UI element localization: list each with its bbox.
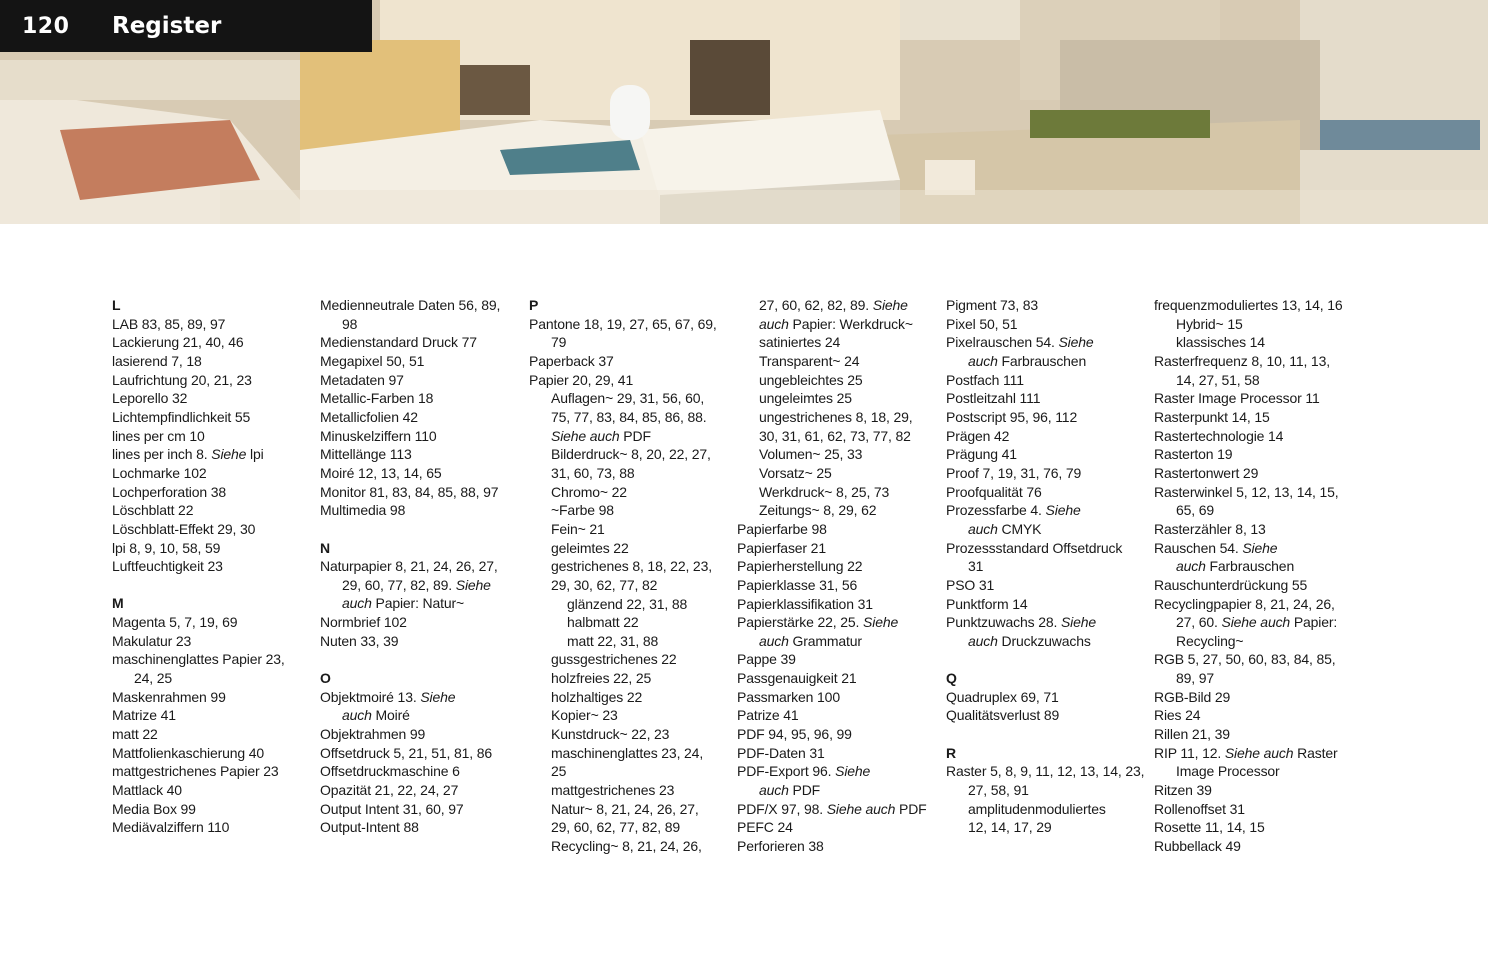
index-entry: Rastertonwert 29 bbox=[1154, 464, 1259, 481]
index-column-2 bbox=[320, 296, 525, 837]
index-entry: Recycling~ bbox=[1176, 632, 1244, 649]
index-entry: Maskenrahmen 99 bbox=[112, 688, 226, 705]
index-column-4 bbox=[737, 296, 942, 856]
index-entry: Rasterfrequenz 8, 10, 11, 13, bbox=[1154, 352, 1330, 369]
index-entry: 65, 69 bbox=[1176, 502, 1215, 519]
index-entry: matt 22 bbox=[112, 726, 158, 743]
index-entry: RGB 5, 27, 50, 60, 83, 84, 85, bbox=[1154, 651, 1336, 668]
index-entry: geleimtes 22 bbox=[551, 539, 629, 556]
index-entry: Papierstärke 22, 25. Siehe bbox=[737, 614, 899, 631]
index-entry: auch PDF bbox=[759, 782, 821, 799]
index-entry: Rasterton 19 bbox=[1154, 446, 1233, 463]
index-entry: 24, 25 bbox=[134, 670, 173, 687]
index-entry: Raster Image Processor 11 bbox=[1154, 390, 1320, 407]
index-entry: Auflagen~ 29, 31, 56, 60, bbox=[551, 390, 705, 407]
index-entry: Patrize 41 bbox=[737, 707, 799, 724]
index-entry: Moiré 12, 13, 14, 65 bbox=[320, 464, 442, 481]
index-entry: ~Farbe 98 bbox=[551, 502, 614, 519]
index-entry: Papierfarbe 98 bbox=[737, 520, 827, 537]
index-entry: 27, 58, 91 bbox=[968, 782, 1029, 799]
index-entry: auch Druckzuwachs bbox=[968, 632, 1091, 649]
index-entry: Media Box 99 bbox=[112, 800, 196, 817]
index-entry: PDF 94, 95, 96, 99 bbox=[737, 726, 852, 743]
index-entry: Passmarken 100 bbox=[737, 688, 840, 705]
index-entry: PSO 31 bbox=[946, 576, 995, 593]
index-entry: glänzend 22, 31, 88 bbox=[567, 595, 688, 612]
index-entry: mattgestrichenes 23 bbox=[551, 782, 675, 799]
index-entry: 12, 14, 17, 29 bbox=[968, 819, 1052, 836]
index-entry: 29, 60, 77, 82, 89. Siehe bbox=[342, 576, 491, 593]
index-entry: Output Intent 31, 60, 97 bbox=[320, 800, 464, 817]
index-entry: Mattfolienkaschierung 40 bbox=[112, 744, 265, 761]
index-entry: Proofqualität 76 bbox=[946, 483, 1042, 500]
index-entry: Monitor 81, 83, 84, 85, 88, 97 bbox=[320, 483, 499, 500]
index-entry: Papierklassifikation 31 bbox=[737, 595, 873, 612]
index-entry: Ritzen 39 bbox=[1154, 782, 1212, 799]
index-entry: 31 bbox=[968, 558, 984, 575]
index-entry: Proof 7, 19, 31, 76, 79 bbox=[946, 464, 1082, 481]
index-entry: Medienneutrale Daten 56, 89, bbox=[320, 297, 501, 313]
index-entry: Prozessfarbe 4. Siehe bbox=[946, 502, 1081, 519]
index-entry: Rauschunterdrückung 55 bbox=[1154, 576, 1308, 593]
index-entry: Leporello 32 bbox=[112, 390, 188, 407]
index-entry: Output-Intent 88 bbox=[320, 819, 419, 836]
index-entry: Bilderdruck~ 8, 20, 22, 27, bbox=[551, 446, 711, 463]
index-entry: Laufrichtung 20, 21, 23 bbox=[112, 371, 252, 388]
index-letter-heading: R bbox=[946, 744, 956, 761]
index-entry: 29, 60, 62, 77, 82, 89 bbox=[551, 819, 681, 836]
index-entry: Rosette 11, 14, 15 bbox=[1154, 819, 1265, 836]
index-entry: Recyclingpapier 8, 21, 24, 26, bbox=[1154, 595, 1335, 612]
index-entry: Chromo~ 22 bbox=[551, 483, 627, 500]
index-entry: Vorsatz~ 25 bbox=[759, 464, 832, 481]
index-letter-heading: O bbox=[320, 670, 331, 687]
index-entry: lines per cm 10 bbox=[112, 427, 205, 444]
index-entry: gestrichenes 8, 18, 22, 23, bbox=[551, 558, 712, 575]
index-entry: 75, 77, 83, 84, 85, 86, 88. bbox=[551, 408, 707, 425]
index-entry: Pantone 18, 19, 27, 65, 67, 69, bbox=[529, 315, 717, 332]
index-entry: Pigment 73, 83 bbox=[946, 297, 1039, 313]
index-entry: Rauschen 54. Siehe bbox=[1154, 539, 1278, 556]
index-entry: RGB-Bild 29 bbox=[1154, 688, 1231, 705]
index-entry: Qualitätsverlust 89 bbox=[946, 707, 1060, 724]
index-entry: auch Moiré bbox=[342, 707, 410, 724]
index-entry: Minuskelziffern 110 bbox=[320, 427, 437, 444]
index-entry: Hybrid~ 15 bbox=[1176, 315, 1243, 332]
index-entry: Matrize 41 bbox=[112, 707, 176, 724]
index-entry: PDF-Daten 31 bbox=[737, 744, 825, 761]
index-entry: Rubbellack 49 bbox=[1154, 838, 1241, 855]
index-entry: Löschblatt-Effekt 29, 30 bbox=[112, 520, 256, 537]
index-entry: Offsetdruckmaschine 6 bbox=[320, 763, 460, 780]
index-entry: Volumen~ 25, 33 bbox=[759, 446, 863, 463]
index-entry: frequenzmoduliertes 13, 14, 16 bbox=[1154, 297, 1343, 313]
index-entry: Papierherstellung 22 bbox=[737, 558, 863, 575]
index-entry: Kunstdruck~ 22, 23 bbox=[551, 726, 670, 743]
index-entry: auch Farbrauschen bbox=[968, 352, 1087, 369]
index-letter-heading: L bbox=[112, 297, 121, 313]
index-entry: Rasterzähler 8, 13 bbox=[1154, 520, 1266, 537]
index-entry: Rastertechnologie 14 bbox=[1154, 427, 1284, 444]
index-entry: Naturpapier 8, 21, 24, 26, 27, bbox=[320, 558, 498, 575]
index-entry: matt 22, 31, 88 bbox=[567, 632, 659, 649]
index-spacer bbox=[946, 725, 1151, 744]
index-entry: Papier 20, 29, 41 bbox=[529, 371, 634, 388]
index-entry: PDF/X 97, 98. Siehe auch PDF bbox=[737, 800, 927, 817]
index-entry: holzfreies 22, 25 bbox=[551, 670, 652, 687]
index-entry: 98 bbox=[342, 315, 358, 332]
index-entry: Mediävalziffern 110 bbox=[112, 819, 230, 836]
index-entry: RIP 11, 12. Siehe auch Raster bbox=[1154, 744, 1338, 761]
index-letter-heading: N bbox=[320, 539, 330, 556]
index-entry: 25 bbox=[551, 763, 567, 780]
index-entry: Mattlack 40 bbox=[112, 782, 182, 799]
index-letter-heading: M bbox=[112, 595, 124, 612]
index-entry: 14, 27, 51, 58 bbox=[1176, 371, 1260, 388]
index-entry: Postscript 95, 96, 112 bbox=[946, 408, 1078, 425]
page-number: 120 bbox=[22, 13, 70, 39]
index-entry: holzhaltiges 22 bbox=[551, 688, 643, 705]
index-entry: auch Grammatur bbox=[759, 632, 862, 649]
index-spacer bbox=[112, 576, 317, 595]
index-entry: Ries 24 bbox=[1154, 707, 1201, 724]
index-entry: Pixelrauschen 54. Siehe bbox=[946, 334, 1094, 351]
index-entry: Postleitzahl 111 bbox=[946, 390, 1041, 407]
index-entry: Perforieren 38 bbox=[737, 838, 824, 855]
index-entry: Papierklasse 31, 56 bbox=[737, 576, 858, 593]
index-entry: maschinenglattes Papier 23, bbox=[112, 651, 285, 668]
index-entry: auch CMYK bbox=[968, 520, 1042, 537]
index-entry: Lichtempfindlichkeit 55 bbox=[112, 408, 251, 425]
index-entry: Punktform 14 bbox=[946, 595, 1028, 612]
index-entry: Papierfaser 21 bbox=[737, 539, 826, 556]
section-title: Register bbox=[112, 13, 222, 39]
index-entry: 89, 97 bbox=[1176, 670, 1215, 687]
index-entry: Pappe 39 bbox=[737, 651, 796, 668]
index-entry: Werkdruck~ 8, 25, 73 bbox=[759, 483, 890, 500]
index-entry: Magenta 5, 7, 19, 69 bbox=[112, 614, 238, 631]
index-entry: klassisches 14 bbox=[1176, 334, 1265, 351]
index-entry: lasierend 7, 18 bbox=[112, 352, 202, 369]
index-entry: lines per inch 8. Siehe lpi bbox=[112, 446, 264, 463]
index-entry: PEFC 24 bbox=[737, 819, 793, 836]
index-entry: Rillen 21, 39 bbox=[1154, 726, 1230, 743]
index-entry: maschinenglattes 23, 24, bbox=[551, 744, 704, 761]
index-entry: Lochperforation 38 bbox=[112, 483, 227, 500]
index-entry: Punktzuwachs 28. Siehe bbox=[946, 614, 1097, 631]
header-bar bbox=[0, 0, 372, 52]
index-entry: Postfach 111 bbox=[946, 371, 1024, 388]
index-entry: Offsetdruck 5, 21, 51, 81, 86 bbox=[320, 744, 493, 761]
index-entry: Natur~ 8, 21, 24, 26, 27, bbox=[551, 800, 699, 817]
index-entry: Zeitungs~ 8, 29, 62 bbox=[759, 502, 877, 519]
index-entry: Raster 5, 8, 9, 11, 12, 13, 14, 23, bbox=[946, 763, 1145, 780]
index-entry: Lackierung 21, 40, 46 bbox=[112, 334, 244, 351]
index-entry: auch Papier: Natur~ bbox=[342, 595, 465, 612]
index-entry: 30, 31, 61, 62, 73, 77, 82 bbox=[759, 427, 911, 444]
index-entry: Rasterwinkel 5, 12, 13, 14, 15, bbox=[1154, 483, 1339, 500]
index-entry: PDF-Export 96. Siehe bbox=[737, 763, 871, 780]
index-entry: amplitudenmoduliertes bbox=[968, 800, 1106, 817]
index-entry: ungestrichenes 8, 18, 29, bbox=[759, 408, 913, 425]
index-column-5 bbox=[946, 296, 1151, 837]
index-entry: gussgestrichenes 22 bbox=[551, 651, 677, 668]
index-entry: ungebleichtes 25 bbox=[759, 371, 863, 388]
index-entry: lpi 8, 9, 10, 58, 59 bbox=[112, 539, 221, 556]
index-spacer bbox=[320, 520, 525, 539]
index-letter-heading: P bbox=[529, 297, 539, 313]
index-entry: satiniertes 24 bbox=[759, 334, 841, 351]
index-entry: 79 bbox=[551, 334, 567, 351]
index-entry: Metallic-Farben 18 bbox=[320, 390, 434, 407]
index-entry: Multimedia 98 bbox=[320, 502, 406, 519]
index-entry: Rollenoffset 31 bbox=[1154, 800, 1245, 817]
index-entry: Medienstandard Druck 77 bbox=[320, 334, 477, 351]
index-entry: auch Papier: Werkdruck~ bbox=[759, 315, 913, 332]
index-entry: Recycling~ 8, 21, 24, 26, bbox=[551, 838, 702, 855]
index-entry: Prägung 41 bbox=[946, 446, 1017, 463]
index-entry: Makulatur 23 bbox=[112, 632, 192, 649]
index-entry: 31, 60, 73, 88 bbox=[551, 464, 635, 481]
index-entry: Metadaten 97 bbox=[320, 371, 404, 388]
index-entry: Metallicfolien 42 bbox=[320, 408, 418, 425]
index-letter-heading: Q bbox=[946, 670, 957, 687]
index-entry: 27, 60, 62, 82, 89. Siehe bbox=[759, 297, 908, 313]
index-entry: LAB 83, 85, 89, 97 bbox=[112, 315, 226, 332]
index-entry: Lochmarke 102 bbox=[112, 464, 207, 481]
index-column-3 bbox=[529, 296, 734, 856]
index-entry: Mittellänge 113 bbox=[320, 446, 412, 463]
index-entry: Fein~ 21 bbox=[551, 520, 605, 537]
index-entry: Paperback 37 bbox=[529, 352, 614, 369]
index-column-1 bbox=[112, 296, 317, 837]
index-entry: Normbrief 102 bbox=[320, 614, 407, 631]
index-entry: halbmatt 22 bbox=[567, 614, 639, 631]
index-entry: ungeleimtes 25 bbox=[759, 390, 852, 407]
index-entry: 29, 30, 62, 77, 82 bbox=[551, 576, 658, 593]
index-entry: Megapixel 50, 51 bbox=[320, 352, 425, 369]
index-entry: Löschblatt 22 bbox=[112, 502, 194, 519]
index-entry: auch Farbrauschen bbox=[1176, 558, 1295, 575]
index-entry: Rasterpunkt 14, 15 bbox=[1154, 408, 1270, 425]
index-entry: Transparent~ 24 bbox=[759, 352, 860, 369]
index-entry: Nuten 33, 39 bbox=[320, 632, 399, 649]
index-entry: Opazität 21, 22, 24, 27 bbox=[320, 782, 459, 799]
index-entry: Kopier~ 23 bbox=[551, 707, 618, 724]
index-entry: Prozessstandard Offsetdruck bbox=[946, 539, 1123, 556]
index-entry: Luftfeuchtigkeit 23 bbox=[112, 558, 223, 575]
index-entry: Image Processor bbox=[1176, 763, 1280, 780]
index-entry: Quadruplex 69, 71 bbox=[946, 688, 1059, 705]
index-entry: Objektmoiré 13. Siehe bbox=[320, 688, 456, 705]
index-entry: Siehe auch PDF bbox=[551, 427, 651, 444]
index-entry: 27, 60. Siehe auch Papier: bbox=[1176, 614, 1338, 631]
index-spacer bbox=[946, 650, 1151, 669]
index-column-6 bbox=[1154, 296, 1359, 856]
index-entry: Prägen 42 bbox=[946, 427, 1010, 444]
index-entry: Objektrahmen 99 bbox=[320, 726, 426, 743]
index-entry: mattgestrichenes Papier 23 bbox=[112, 763, 279, 780]
index-spacer bbox=[320, 650, 525, 669]
index-entry: Passgenauigkeit 21 bbox=[737, 670, 857, 687]
index-entry: Pixel 50, 51 bbox=[946, 315, 1018, 332]
